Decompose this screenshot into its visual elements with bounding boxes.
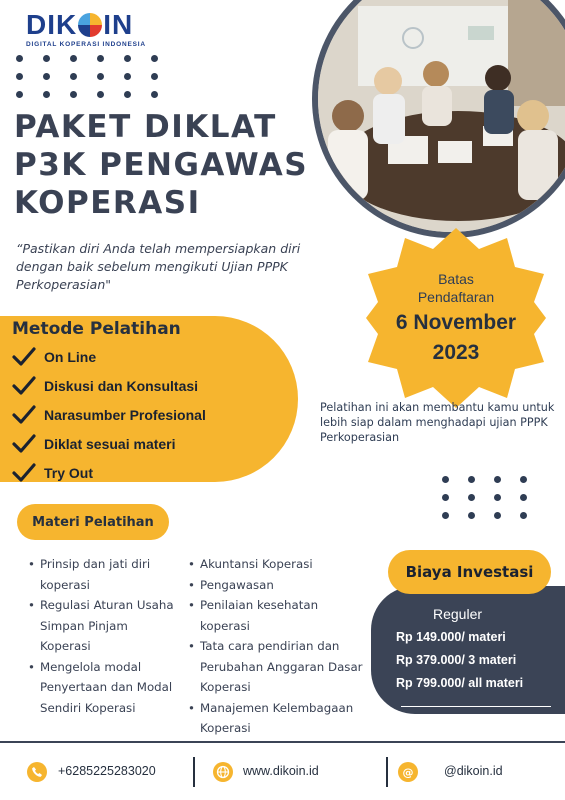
at-icon: @	[398, 762, 418, 782]
list-item: • Mengelola modal Penyertaan dan Modal Sendiri Koperasi	[28, 657, 178, 719]
footer-separator	[386, 757, 388, 787]
logo-wordmark	[26, 10, 146, 40]
list-item: • Pengawasan	[188, 575, 370, 596]
metode-title: Metode Pelatihan	[12, 319, 181, 339]
logo-o-icon	[78, 13, 102, 37]
list-item	[12, 429, 206, 458]
badge-label-1: Batas	[438, 271, 474, 287]
list-item: • Manajemen Kelembagaan Koperasi	[188, 698, 370, 739]
metode-item-label: Try Out	[44, 464, 94, 481]
description-text: Pelatihan ini akan membantu kamu untuk lebih siap dalam menghadapi ujian PPPK Perkoperasian	[320, 401, 555, 444]
decorative-dot-grid-right	[442, 476, 527, 519]
metode-item-label: On Line	[44, 348, 97, 365]
quote-text: “Pastikan diri Anda telah mempersiapkan diri dengan baik sebelum mengikuti Ujian PPPK Perkoperasian"	[16, 241, 301, 292]
footer-separator	[193, 757, 195, 787]
check-icon	[12, 405, 36, 425]
title-line-2: P3K PENGAWAS	[14, 147, 309, 183]
list-item	[12, 371, 206, 400]
decorative-dot-grid-top	[16, 55, 158, 98]
badge-date: 6 November	[395, 311, 517, 334]
list-item: • Akuntansi Koperasi	[188, 554, 370, 575]
list-item: • Penilaian kesehatan koperasi	[188, 595, 370, 636]
list-item	[12, 342, 206, 371]
check-icon	[12, 376, 36, 396]
materi-list-column-2	[188, 554, 370, 739]
price-item: Rp 149.000/ materi	[396, 630, 506, 644]
badge-label-2: Pendaftaran	[417, 289, 495, 305]
footer-website[interactable]: www.dikoin.id	[243, 764, 319, 778]
deadline-badge	[366, 228, 546, 408]
logo-text-part2: IN	[103, 9, 134, 40]
list-item: • Regulasi Aturan Usaha Simpan Pinjam Koperasi	[28, 595, 178, 657]
logo-text-part1: DIK	[26, 9, 78, 40]
list-item	[12, 458, 206, 487]
biaya-divider	[401, 706, 551, 707]
badge-year: 2023	[432, 341, 480, 364]
metode-item-label: Diklat sesuai materi	[44, 435, 176, 452]
metode-item-label: Diskusi dan Konsultasi	[44, 377, 199, 394]
title-line-3: KOPERASI	[14, 185, 201, 221]
logo-tagline: DIGITAL KOPERASI INDONESIA	[26, 41, 146, 48]
check-icon	[12, 463, 36, 483]
price-item: Rp 379.000/ 3 materi	[396, 653, 517, 667]
list-item: • Tata cara pendirian dan Perubahan Anggaran Dasar Koperasi	[188, 636, 370, 698]
materi-list-column-1	[28, 554, 178, 718]
phone-icon	[27, 762, 47, 782]
price-item: Rp 799.000/ all materi	[396, 676, 524, 690]
list-item	[12, 400, 206, 429]
biaya-title: Biaya Investasi	[388, 550, 551, 594]
footer-social[interactable]: @dikoin.id	[444, 764, 503, 778]
metode-item-label: Narasumber Profesional	[44, 406, 206, 423]
brand-logo	[26, 10, 146, 48]
materi-title: Materi Pelatihan	[17, 504, 169, 540]
footer-divider	[0, 741, 565, 743]
page-title	[14, 108, 308, 222]
check-icon	[12, 434, 36, 454]
footer-phone[interactable]: +6285225283020	[58, 764, 156, 778]
check-icon	[12, 347, 36, 367]
reguler-label: Reguler	[433, 606, 483, 622]
list-item: • Prinsip dan jati diri koperasi	[28, 554, 178, 595]
metode-list	[12, 342, 206, 487]
title-line-1: PAKET DIKLAT	[14, 109, 277, 145]
globe-icon	[213, 762, 233, 782]
